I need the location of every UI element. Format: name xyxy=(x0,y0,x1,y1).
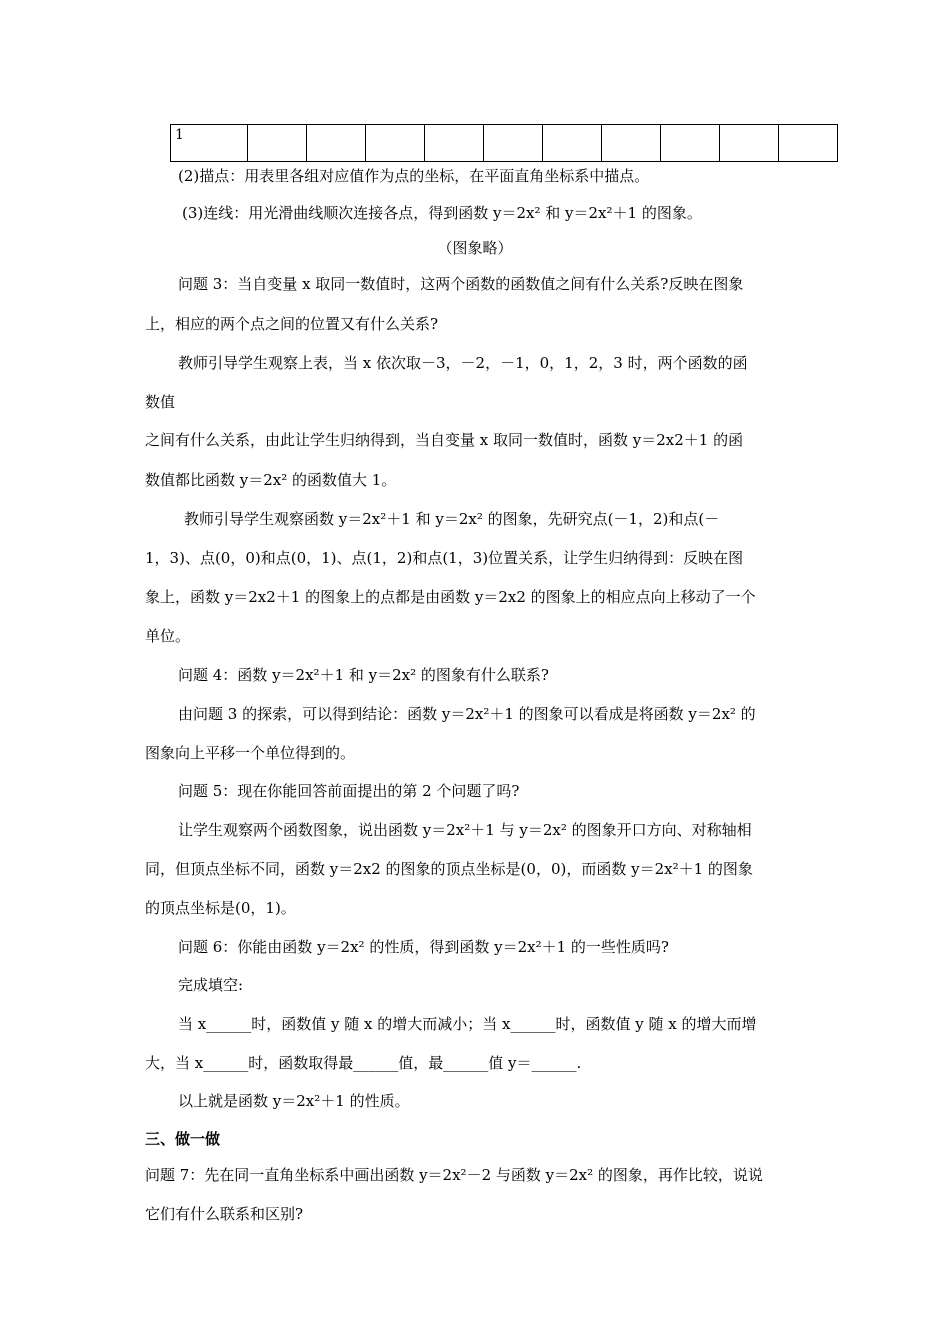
question-5-text: 问题 5：现在你能回答前面提出的第 2 个问题了吗? xyxy=(178,782,520,800)
table-cell xyxy=(661,125,720,162)
paragraph-text: 让学生观察两个函数图象，说出函数 y＝2x²＋1 与 y＝2x² 的图象开口方向、对称轴相 xyxy=(178,821,752,839)
step-2-text: (2)描点：用表里各组对应值作为点的坐标，在平面直角坐标系中描点。 xyxy=(178,167,650,185)
paragraph-text: 教师引导学生观察上表，当 x 依次取－3，－2，－1，0，1，2，3 时，两个函数的函 xyxy=(178,354,748,372)
step-3-text: (3)连线：用光滑曲线顺次连接各点，得到函数 y＝2x² 和 y＝2x²＋1 的图象。 xyxy=(182,204,702,222)
paragraph-text: 同，但顶点坐标不同，函数 y＝2x2 的图象的顶点坐标是(0，0)，而函数 y＝2x²＋1 的图象 xyxy=(145,860,753,878)
table-cell xyxy=(366,125,425,162)
question-3-text-cont: 上，相应的两个点之间的位置又有什么关系? xyxy=(145,315,439,333)
table-cell xyxy=(720,125,779,162)
question-4-text: 问题 4：函数 y＝2x²＋1 和 y＝2x² 的图象有什么联系? xyxy=(178,666,549,684)
paragraph-text: 图象向上平移一个单位得到的。 xyxy=(145,744,356,762)
paragraph-text: 象上，函数 y＝2x2＋1 的图象上的点都是由函数 y＝2x2 的图象上的相应点向上移动了一个 xyxy=(145,588,756,606)
paragraph-text: 由问题 3 的探索，可以得到结论：函数 y＝2x²＋1 的图象可以看成是将函数 y＝2x² 的 xyxy=(178,705,756,723)
fill-in-text: 大，当 x______时，函数取得最______值，最______值 y＝______. xyxy=(145,1054,582,1072)
section-heading: 三、做一做 xyxy=(145,1130,221,1148)
table-cell xyxy=(779,125,838,162)
paragraph-text: 教师引导学生观察函数 y＝2x²＋1 和 y＝2x² 的图象，先研究点(－1，2)和点(－ xyxy=(184,510,720,528)
question-7-text: 问题 7：先在同一直角坐标系中画出函数 y＝2x²－2 与函数 y＝2x² 的图象，再作比较，说说 xyxy=(145,1166,763,1184)
fill-in-heading: 完成填空: xyxy=(178,976,244,994)
question-7-text-cont: 它们有什么联系和区别? xyxy=(145,1205,304,1223)
table-row xyxy=(171,125,838,162)
table-cell xyxy=(602,125,661,162)
paragraph-text: 以上就是函数 y＝2x²＋1 的性质。 xyxy=(178,1092,410,1110)
figure-omitted-note: （图象略） xyxy=(437,239,513,257)
table-cell xyxy=(248,125,307,162)
paragraph-text: 单位。 xyxy=(145,627,191,645)
paragraph-text: 数值都比函数 y＝2x² 的函数值大 1。 xyxy=(145,471,397,489)
question-6-text: 问题 6：你能由函数 y＝2x² 的性质，得到函数 y＝2x²＋1 的一些性质吗? xyxy=(178,938,669,956)
table-cell xyxy=(425,125,484,162)
value-table xyxy=(170,124,838,162)
paragraph-text: 1，3)、点(0，0)和点(0，1)、点(1，2)和点(1，3)位置关系，让学生归纳得到：反映在图 xyxy=(145,549,744,567)
fill-in-text: 当 x______时，函数值 y 随 x 的增大而减小；当 x______时，函数值 y 随 x 的增大而增 xyxy=(178,1015,757,1033)
question-3-text: 问题 3：当自变量 x 取同一数值时，这两个函数的函数值之间有什么关系?反映在图象 xyxy=(178,275,744,293)
table-cell xyxy=(307,125,366,162)
paragraph-text: 的顶点坐标是(0，1)。 xyxy=(145,899,296,917)
paragraph-text: 之间有什么关系，由此让学生归纳得到，当自变量 x 取同一数值时，函数 y＝2x2＋1 的函 xyxy=(145,431,744,449)
table-cell-label: 1 xyxy=(171,125,248,162)
paragraph-text: 数值 xyxy=(145,393,176,411)
table-cell xyxy=(543,125,602,162)
table-cell xyxy=(484,125,543,162)
